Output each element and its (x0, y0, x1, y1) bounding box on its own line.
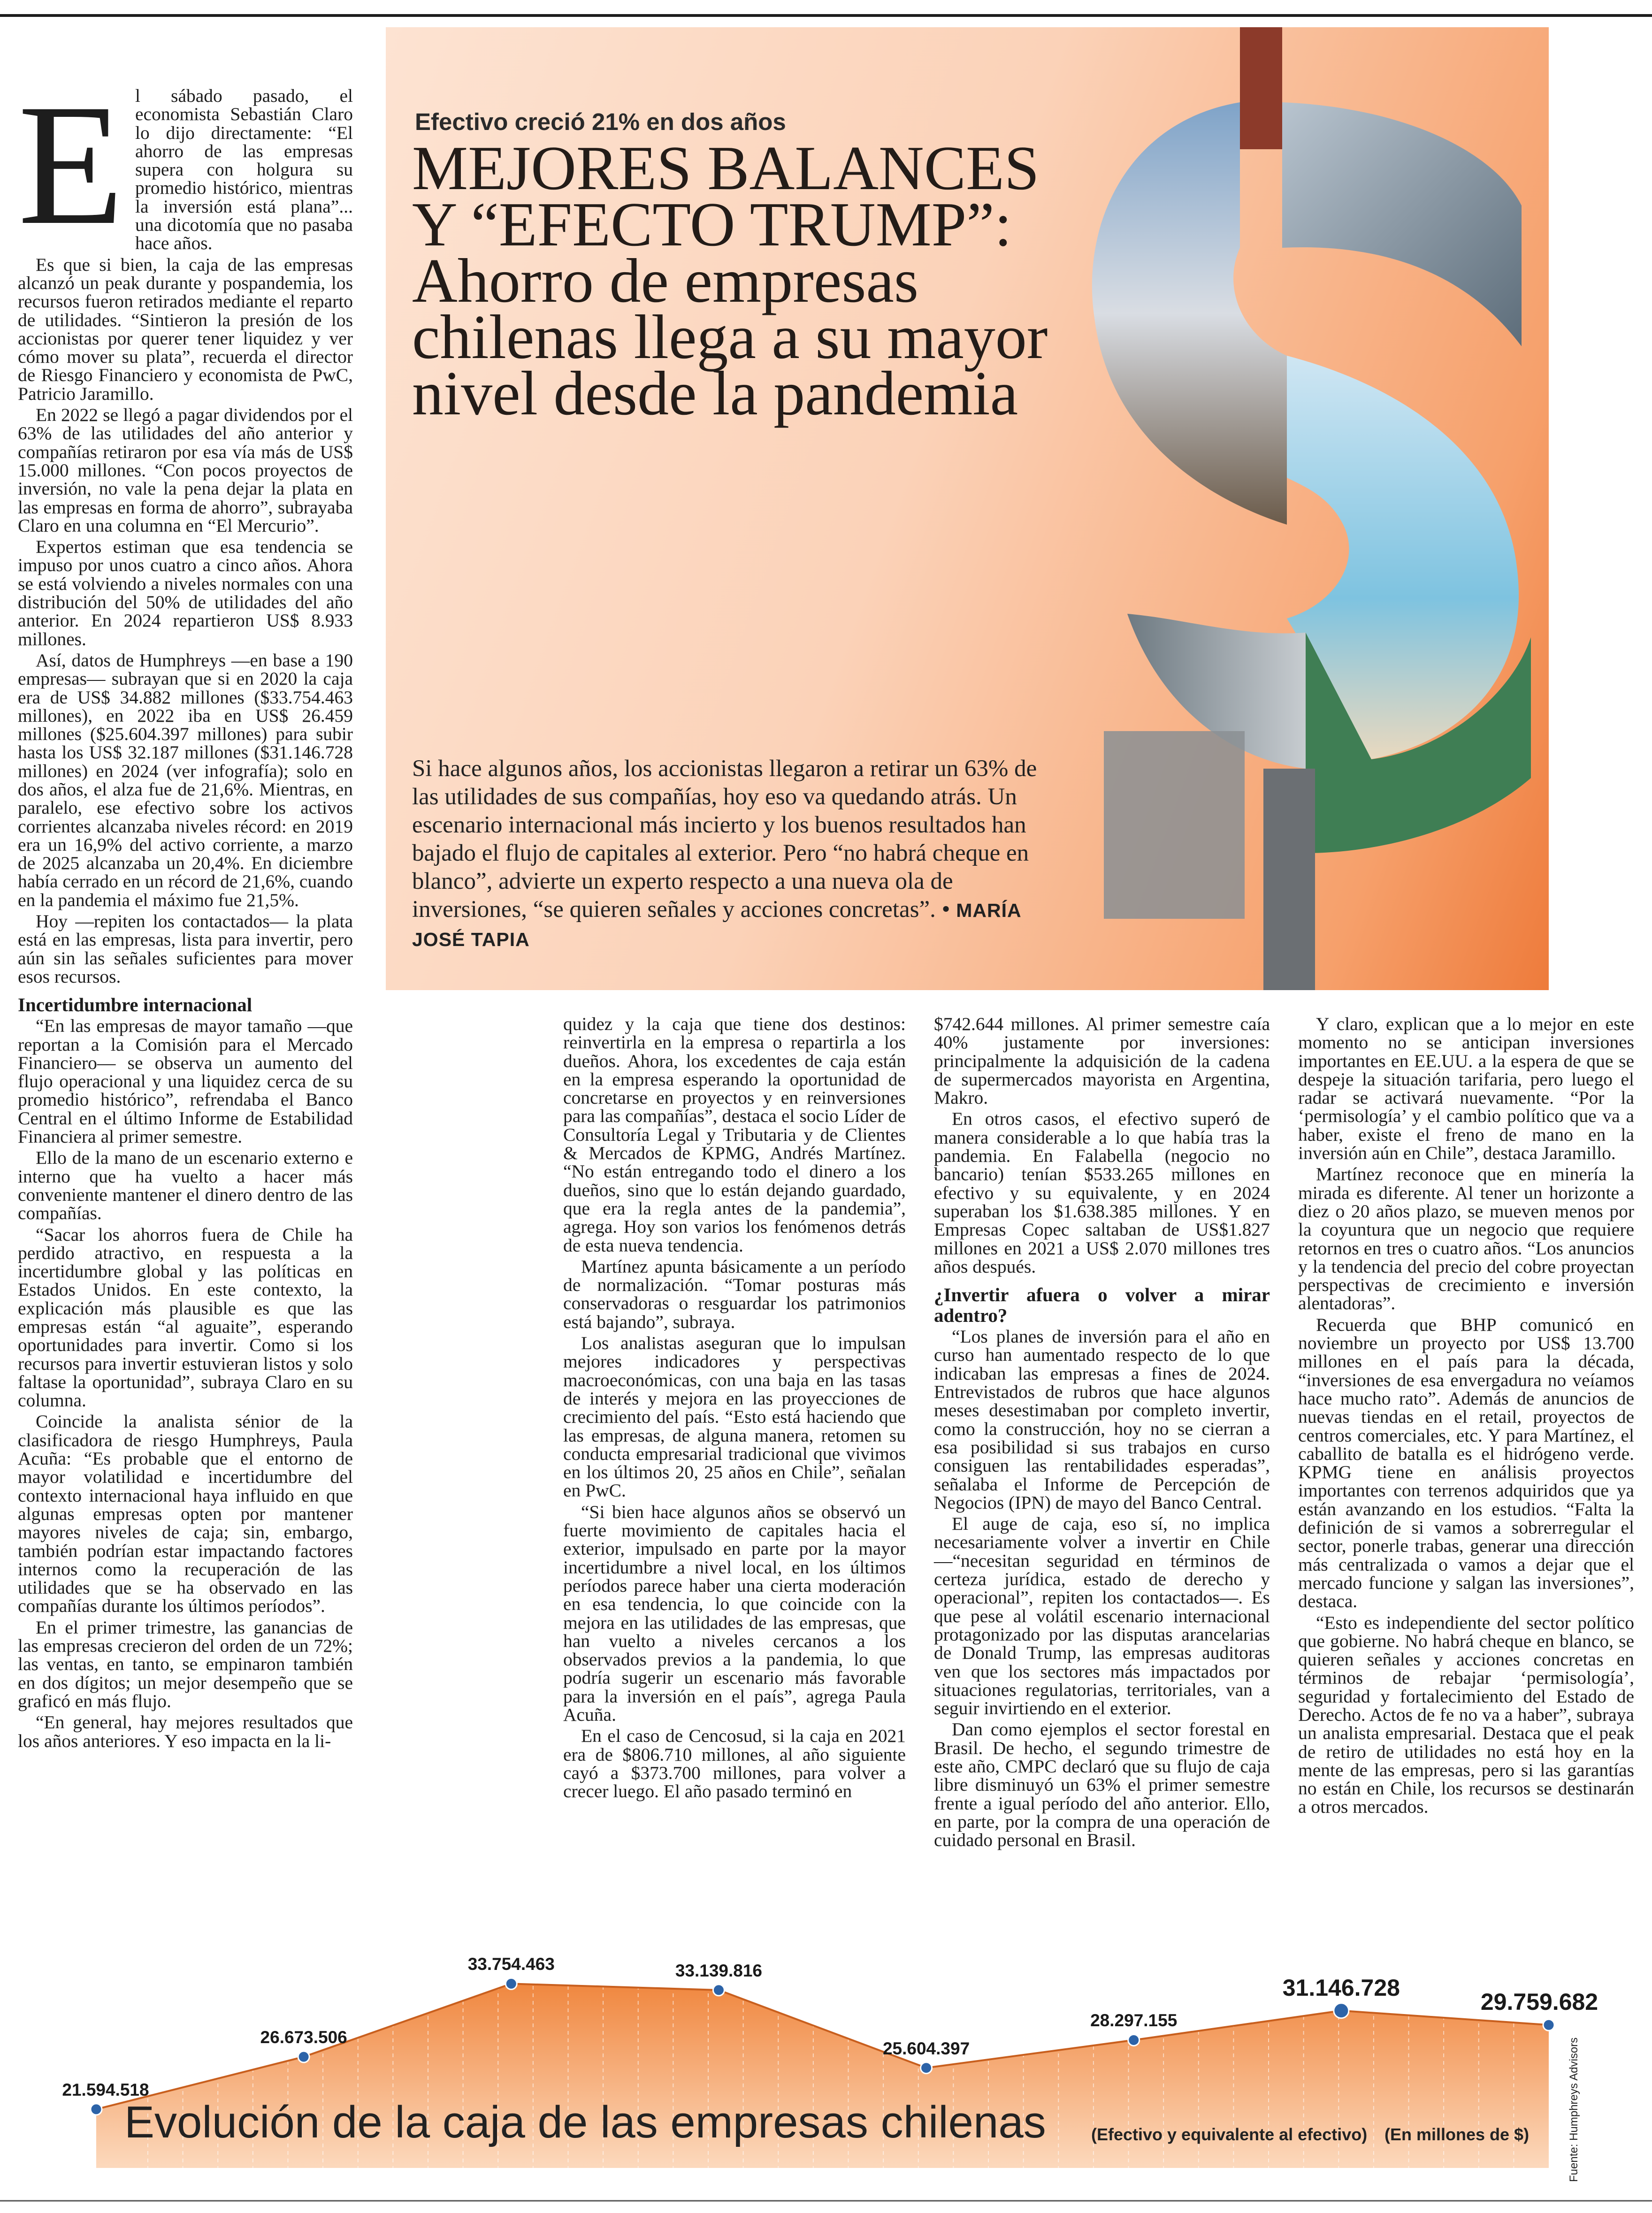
dollar-bar-top (1240, 27, 1282, 149)
paragraph: Ello de la mano de un escenario externo e interno que ha vuelto a hacer más conveniente mantener el dinero dentro de las compañías. (18, 1147, 353, 1224)
paragraph: $742.644 millones. Al primer semestre caía 40% justamente por inversiones: principalmente la adquisición de la cadena de supermercados mayorista en Argentina, Makro. (934, 1014, 1270, 1108)
paragraph: Coincide la analista sénior de la clasificadora de riesgo Humphreys, Paula Acuña: “Es probable que el entorno de mayor volatilidad e incertidumbre del contexto internacional haya influido en que algunas empresas opten por mantener mayores niveles de caja; sin, embargo, también podrían estar impactando factores internos como la recuperación de las utilidades que se ha observado en las compañías durante los últimos períodos”. (18, 1411, 353, 1617)
article-column-4 (1298, 1015, 1634, 1819)
article-column-1 (18, 69, 353, 1753)
kicker: Efectivo creció 21% en dos años (415, 108, 786, 135)
paragraph: Los analistas aseguran que lo impulsan mejores indicadores y perspectivas macroeconómicas, con una baja en las tasas de interés y mejora en las proyecciones de crecimiento del país. “Esto está haciendo que las empresas, de alguna manera, retomen su conducta empresarial tradicional que vivimos en los últimos 20, 25 años en Chile”, señalan en PwC. (563, 1333, 906, 1501)
paragraph: En el caso de Cencosud, si la caja en 2021 era de $806.710 millones, al año siguiente cayó a $373.700 millones, para volver a crecer luego. El año pasado terminó en (563, 1725, 906, 1802)
paragraph: “En las empresas de mayor tamaño —que reportan a la Comisión para el Mercado Financiero— se observa un aumento del flujo operacional y una liquidez cerca de su promedio histórico”, refrendaba el Banco Central en el último Informe de Estabilidad Financiera al primer semestre. (18, 1015, 353, 1147)
paragraph: “En general, hay mejores resultados que los años anteriores. Y eso impacta en la li- (18, 1712, 353, 1751)
article-column-2 (563, 1015, 906, 1803)
paragraph: Recuerda que BHP comunicó en noviembre un proyecto por US$ 13.700 millones en el país para la década, “inversiones de esa envergadura no veíamos hace mucho rato”. Además de anuncios de nuevas tiendas en el retail, proyectos de centros comerciales, etc. Y para Martínez, el caballito de batalla es el hidrógeno verde. KPMG tiene en análisis proyectos importantes con terrenos adquiridos que ya están avanzando en los estudios. “Falta la definición de si vamos a sobrerregular el sector, ponerle trabas, generar una dirección más centralizada o vamos a dejar que el mercado funcione y salgan las inversiones”, destaca. (1298, 1314, 1634, 1612)
dollar-sign-photo-collage (1043, 27, 1549, 990)
paragraph: Martínez apunta básicamente a un período de normalización. “Tomar posturas más conservadoras o resguardar los patrimonios está bajando”, subraya. (563, 1256, 906, 1332)
paragraph: “Los planes de inversión para el año en curso han aumentado respecto de lo que indicaban las empresas a fines de 2024. Entrevistados de rubros que hace algunos meses desestimaban por completo invertir, como la construcción, hoy no se cierran a esa posibilidad si sus trabajos en curso consiguen las rentabilidades esperadas”, señalaba el Informe de Percepción de Negocios (IPN) de mayo del Banco Central. (934, 1326, 1270, 1513)
chart-subtitle-2: (En millones de $) (1384, 2125, 1530, 2144)
paragraph: “Esto es independiente del sector político que gobierne. No habrá cheque en blanco, se quieren señales y acciones concretas en términos de rebajar ‘permisología’, seguridad y fortalecimiento del Estado de Derecho. Actos de fe no va a haber”, subraya un analista empresarial. Destaca que el peak de retiro de utilidades no está hoy en la mente de las empresas, pero si las garantías no están en Chile, los recursos se destinarán a otros mercados. (1298, 1612, 1634, 1817)
chart-source: Fuente: Humphreys Advisors (1568, 2037, 1580, 2182)
paragraph: Expertos estiman que esa tendencia se impuso por unos cuatro a cinco años. Ahora se está volviendo a niveles normales con una distribución del 50% de utilidades del año anterior. En 2024 repartieron US$ 8.933 millones. (18, 536, 353, 649)
paragraph: Martínez reconoce que en minería la mirada es diferente. Al tener un horizonte a diez o 20 años plazo, se mueven menos por la coyuntura que un negocio que requiere retornos en tres o cuatro años. “Los anuncios y la tendencia del precio del cobre proyectan perspectivas de crecimiento e inversión alentadoras”. (1298, 1164, 1634, 1314)
byline: MARÍA JOSÉ TAPIA (412, 900, 1021, 950)
paragraph: “Si bien hace algunos años se observó un fuerte movimiento de capitales hacia el exterior, impulsado en parte por la mayor incertidumbre a nivel local, en los últimos períodos parece haber una cierta moderación en esa tendencia, lo que coincide con la mejora en las utilidades de las empresas, que han vuelto a niveles cercanos a los observados previos a la pandemia, lo que podría sugerir un escenario más favorable para la inversión en el país”, agrega Paula Acuña. (563, 1501, 906, 1725)
paragraph: quidez y la caja que tiene dos destinos: reinvertirla en la empresa o repartirla a los dueños. Ahora, los excedentes de caja están en la empresa esperando la oportunidad de concretarse en proyectos y en reinversiones para las compañías”, destaca el socio Líder de Consultoría Legal y Tributaria y de Clientes & Mercados de KPMG, Andrés Martínez. “No están entregando todo el dinero a los dueños, sino que lo están dejando guardado, que era la regla antes de la pandemia”, agrega. Hoy son varios los fenómenos detrás de esta nueva tendencia. (563, 1014, 906, 1256)
chart-title: Evolución de la caja de las empresas chilenas (124, 2097, 1046, 2147)
chart-data-label: 33.754.463 (467, 1954, 555, 1974)
dollar-upper-right (1282, 102, 1522, 346)
header-rule (0, 14, 1652, 17)
chart-subtitle-1: (Efectivo y equivalente al efectivo) (1091, 2125, 1368, 2144)
cash-area-chart (0, 1924, 1652, 2213)
paragraph: “Sacar los ahorros fuera de Chile ha perdido atractivo, en respuesta a la incertidumbre global y las políticas en Estados Unidos. En este contexto, la explicación más plausible es que las empresas están “al aguaite”, esperando oportunidades para invertir. Como si los recursos para invertir estuvieran listos y solo faltase la oportunidad”, subraya Claro en su columna. (18, 1224, 353, 1411)
chart-point (1334, 2003, 1349, 2018)
chart-point (298, 2051, 309, 2062)
chart-point (1128, 2034, 1140, 2045)
subheading: ¿Invertir afuera o volver a mirar adentro? (934, 1284, 1270, 1327)
paragraph: Y claro, explican que a lo mejor en este momento no se anticipan inversiones importantes en EE.UU. a la espera de que se despeje la situación tarifaria, pero luego el radar se activará nuevamente. “Por la ‘permisología’ y el cambio político que va a haber, existe el freno de mano en la inversión aún en Chile”, destaca Jaramillo. (1298, 1014, 1634, 1164)
paragraph: Dan como ejemplos el sector forestal en Brasil. De hecho, el segundo trimestre de este año, CMPC declaró que su flujo de caja libre disminuyó un 63% el primer semestre frente a igual período del año anterior. Ello, en parte, por la compra de una operación de cuidado personal en Brasil. (934, 1719, 1270, 1851)
chart-data-label: 31.146.728 (1282, 1974, 1400, 2001)
chart-point (921, 2062, 932, 2074)
dollar-bar-bottom (1263, 769, 1315, 990)
lead-panel (386, 27, 1549, 990)
chart-data-label: 33.139.816 (675, 1961, 763, 1980)
paragraph: l sábado pasado, el economista Sebastián Claro lo dijo directamente: “El ahorro de las empresas supera con holgura su promedio histórico, mientras la inversión está plana”... una dicotomía que no pasaba hace años. (135, 85, 353, 254)
deck (412, 755, 1069, 954)
chart-point (505, 1978, 517, 1989)
headline: MEJORES BALANCES Y “EFECTO TRUMP”: Ahorro de empresas chilenas llega a su mayor nivel desde la pandemia (412, 133, 1048, 428)
paragraph: En el primer trimestre, las ganancias de las empresas crecieron del orden de un 72%; las ventas, en tanto, se empinaron también en dos dígitos; un mejor desempeño que se graficó en más flujo. (18, 1617, 353, 1711)
article-column-3 (934, 1015, 1270, 1852)
chart-point (1543, 2019, 1554, 2030)
paragraph: En otros casos, el efectivo superó de manera considerable a lo que había tras la pandemia. En Falabella (negocio no bancario) tenían $533.265 millones en efectivo y su equivalente, y en 2024 superaban los $1.638.385 millones. Y en Empresas Copec saltaban de US$1.827 millones en 2021 a US$ 2.070 millones tres años después. (934, 1108, 1270, 1277)
chart-data-label: 28.297.155 (1090, 2011, 1178, 2030)
subheading: Incertidumbre internacional (18, 994, 252, 1016)
drop-cap: E (18, 69, 124, 261)
paragraph: Hoy —repiten los contactados— la plata está en las empresas, lista para invertir, pero aún sin las señales suficientes para mover esos recursos. (18, 911, 353, 987)
paragraph: Es que si bien, la caja de las empresas alcanzó un peak durante y pospandemia, los recursos fueron retirados mediante el reparto de utilidades. “Sintieron la presión de los accionistas por querer tener liquidez y ver cómo mover su plata”, recuerda el director de Riesgo Financiero y economista de PwC, Patricio Jaramillo. (18, 254, 353, 404)
chart-point (91, 2104, 102, 2115)
paragraph: En 2022 se llegó a pagar dividendos por el 63% de las utilidades del año anterior y compañías retiraron por esa vía más de US$ 15.000 millones. “Con pocos proyectos de inversión, no vale la pena dejar la plata en las empresas en forma de ahorro”, subrayaba Claro en una columna en “El Mercurio”. (18, 404, 353, 536)
paragraph: Así, datos de Humphreys —en base a 190 empresas— subrayan que si en 2020 la caja era de US$ 34.882 millones ($33.754.463 millones), en 2022 iba en US$ 26.459 millones ($25.604.397 millones) para subir hasta los US$ 32.187 millones ($31.146.728 millones) en 2024 (ver infografía); solo en dos años, el alza fue de 21,6%. Mientras, en paralelo, ese efectivo sobre los activos corrientes alcanzaba niveles récord: en 2019 era un 16,9% del activo corriente, a marzo de 2025 alcanzaba un 20,4%. En diciembre había cerrado en un récord de 21,6%, cuando en la pandemia el máximo fue 21,5%. (18, 649, 353, 910)
dollar-upper-curve (1092, 102, 1287, 525)
chart-data-label: 21.594.518 (62, 2080, 149, 2099)
chart-data-label: 29.759.682 (1480, 1989, 1598, 2015)
chart-data-label: 25.604.397 (882, 2038, 970, 2058)
deck-text: Si hace algunos años, los accionistas llegaron a retirar un 63% de las utilidades de sus compañías, hoy eso va quedando atrás. Un escenario internacional más incierto y los buenos resultados han bajado el flujo de capitales al exterior. Pero “no habrá cheque en blanco”, advierte un experto respecto a una nueva ola de inversiones, “se quieren señales y acciones concretas”. • (412, 755, 1037, 923)
chart-data-label: 26.673.506 (260, 2028, 347, 2047)
paragraph: El auge de caja, eso sí, no implica necesariamente volver a invertir en Chile —“necesitan seguridad en términos de certeza jurídica, estado de derecho y operacional”, repiten los contactados—. Es que pese al volátil escenario internacional protagonizado por las disputas arancelarias de Donald Trump, las empresas auditoras ven que los sectores más impactados por situaciones regulatorias, territoriales, van a seguir invirtiendo en el exterior. (934, 1513, 1270, 1719)
chart-point (713, 1984, 724, 1996)
